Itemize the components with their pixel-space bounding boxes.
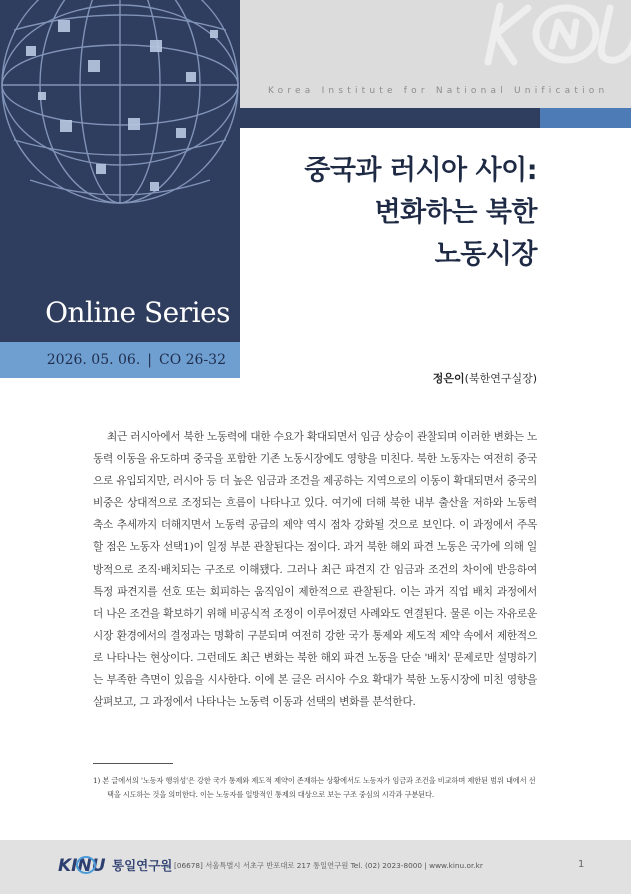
title-line-2: 변화하는 북한 xyxy=(374,197,537,228)
author-byline xyxy=(433,370,537,386)
title-line-1: 중국과 러시아 사이: xyxy=(304,155,537,186)
series-name: Online Series xyxy=(45,296,230,329)
page-number: 1 xyxy=(578,859,585,870)
publication-date: 2026. 05. 06. xyxy=(46,352,141,368)
body-paragraph: 최근 러시아에서 북한 노동력에 대한 수요가 확대되면서 임금 상승이 관찰되며 이러한 변화는 노동력 이동을 유도하며 중국을 포함한 기존 노동시장에도 영향을 미친다. 북한 노동자는 여전히 중국으로 유입되지만, 러시아 등 더 높은 임금과 조건을 제공하는 지역으로의 이동이 확대되면서 중국의 비중은 상대적으로 조정되는 흐름이 나타나고 있다. 여기에 더해 북한 내부 출산율 저하와 노동력 축소 추세까지 더해지면서 노동력 공급의 제약 역시 점차 강화될 것으로 보인다. 이 과정에서 주목할 점은 노동자 선택1)이 일정 부분 관찰된다는 점이다. 과거 북한 해외 파견 노동은 국가에 의해 일방적으로 조직·배치되는 구조로 이해됐다. 그러나 최근 파견지 간 임금과 조건의 차이에 반응하여 특정 파견지를 선호 또는 회피하는 움직임이 제한적으로 관찰된다. 이는 과거 직업 배치 과정에서 더 나은 조건을 확보하기 위해 비공식적 조정이 이루어졌던 사례와도 연결된다. 물론 이는 자유로운 시장 환경에서의 결정과는 명확히 구분되며 여전히 강한 국가 통제와 제도적 제약 속에서 제한적으로 나타나는 현상이다. 그런데도 최근 변화는 북한 해외 파견 노동을 단순 '배치' 문제로만 설명하기는 부족한 측면이 있음을 시사한다. 이에 본 글은 러시아 수요 확대가 북한 노동시장에 미친 영향을 살펴보고, 그 과정에서 나타나는 노동력 이동과 선택의 변화를 분석한다. xyxy=(93,431,537,709)
svg-text:KINU: KINU xyxy=(58,856,106,876)
author-name: 정은이 xyxy=(432,372,465,385)
footer-institute-name: 통일연구원 xyxy=(112,858,173,873)
series-panel xyxy=(0,0,240,342)
globe-graphic xyxy=(0,0,240,250)
footnote: 1) 본 글에서의 '노동자 행위성'은 강한 국가 통제와 제도적 제약이 존재하는 상황에서도 노동자가 임금과 조건을 비교하며 제한된 범위 내에서 선택을 시도하는 것을 의미한다. 이는 노동자를 일방적인 통제의 대상으로 보는 구조 중심의 시각과 구분된다. xyxy=(93,776,536,799)
kinu-logo-icon xyxy=(58,854,108,876)
footer-address: [06678] 서울특별시 서초구 반포대로 217 통일연구원 Tel. (02) 2023-8000 | www.kinu.or.kr xyxy=(174,861,483,870)
title-line-3: 노동시장 xyxy=(434,239,537,270)
author-affiliation: (북한연구실장) xyxy=(464,372,537,385)
footnote-divider xyxy=(93,763,173,764)
page-title xyxy=(304,150,537,276)
footer-logo xyxy=(58,854,172,876)
header-strip-dark xyxy=(240,108,540,128)
kinu-watermark-logo xyxy=(470,0,631,70)
series-code: CO 26-32 xyxy=(159,352,226,368)
date-separator: | xyxy=(147,352,152,368)
institute-english-name: Korea Institute for National Unification xyxy=(268,86,609,96)
page-footer xyxy=(0,840,631,894)
date-bar xyxy=(0,342,240,378)
header-strip-light xyxy=(540,108,631,128)
